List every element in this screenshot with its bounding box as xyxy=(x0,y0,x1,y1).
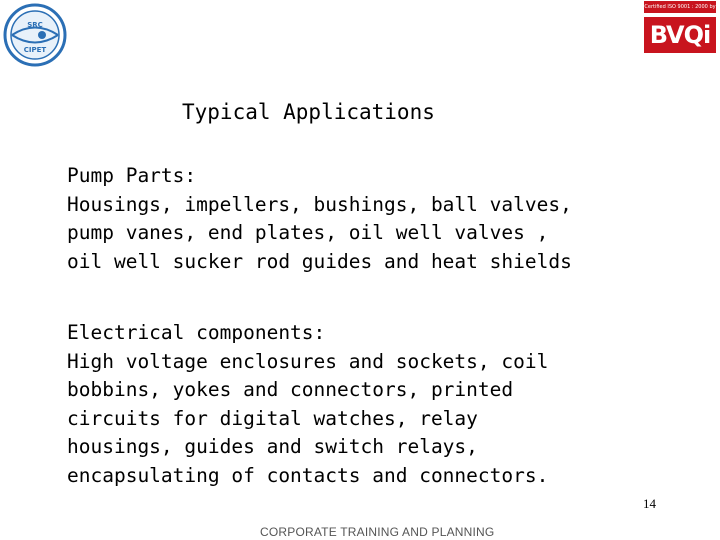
pump-parts-section xyxy=(67,162,572,276)
footer-text: CORPORATE TRAINING AND PLANNING xyxy=(260,525,495,539)
section-line: oil well sucker rod guides and heat shields xyxy=(67,249,572,273)
certification-text: Certified ISO 9001 : 2000 by xyxy=(644,1,716,13)
section-line: Housings, impellers, bushings, ball valves, xyxy=(67,192,572,216)
electrical-components-section xyxy=(67,319,548,490)
section-line: High voltage enclosures and sockets, coil xyxy=(67,349,549,373)
cipet-logo-icon xyxy=(2,2,68,68)
section-line: circuits for digital watches, relay xyxy=(67,406,478,430)
section-line: bobbins, yokes and connectors, printed xyxy=(67,378,514,401)
section-line: housings, guides and switch relays, xyxy=(67,435,478,458)
page-number: 14 xyxy=(643,496,656,511)
section-heading: Pump Parts: xyxy=(67,164,197,187)
section-line: pump vanes, end plates, oil well valves , xyxy=(67,221,549,244)
slide-title: Typical Applications xyxy=(182,100,435,124)
section-heading: Electrical components: xyxy=(67,321,326,344)
logo-text-src: SRC xyxy=(27,21,43,29)
bvqi-logo xyxy=(644,1,716,53)
bvqi-brand: BVQi xyxy=(644,17,716,53)
cipet-logo xyxy=(2,2,68,68)
logo-text-cipet: CIPET xyxy=(23,46,47,54)
section-line: encapsulating of contacts and connectors. xyxy=(67,463,549,487)
